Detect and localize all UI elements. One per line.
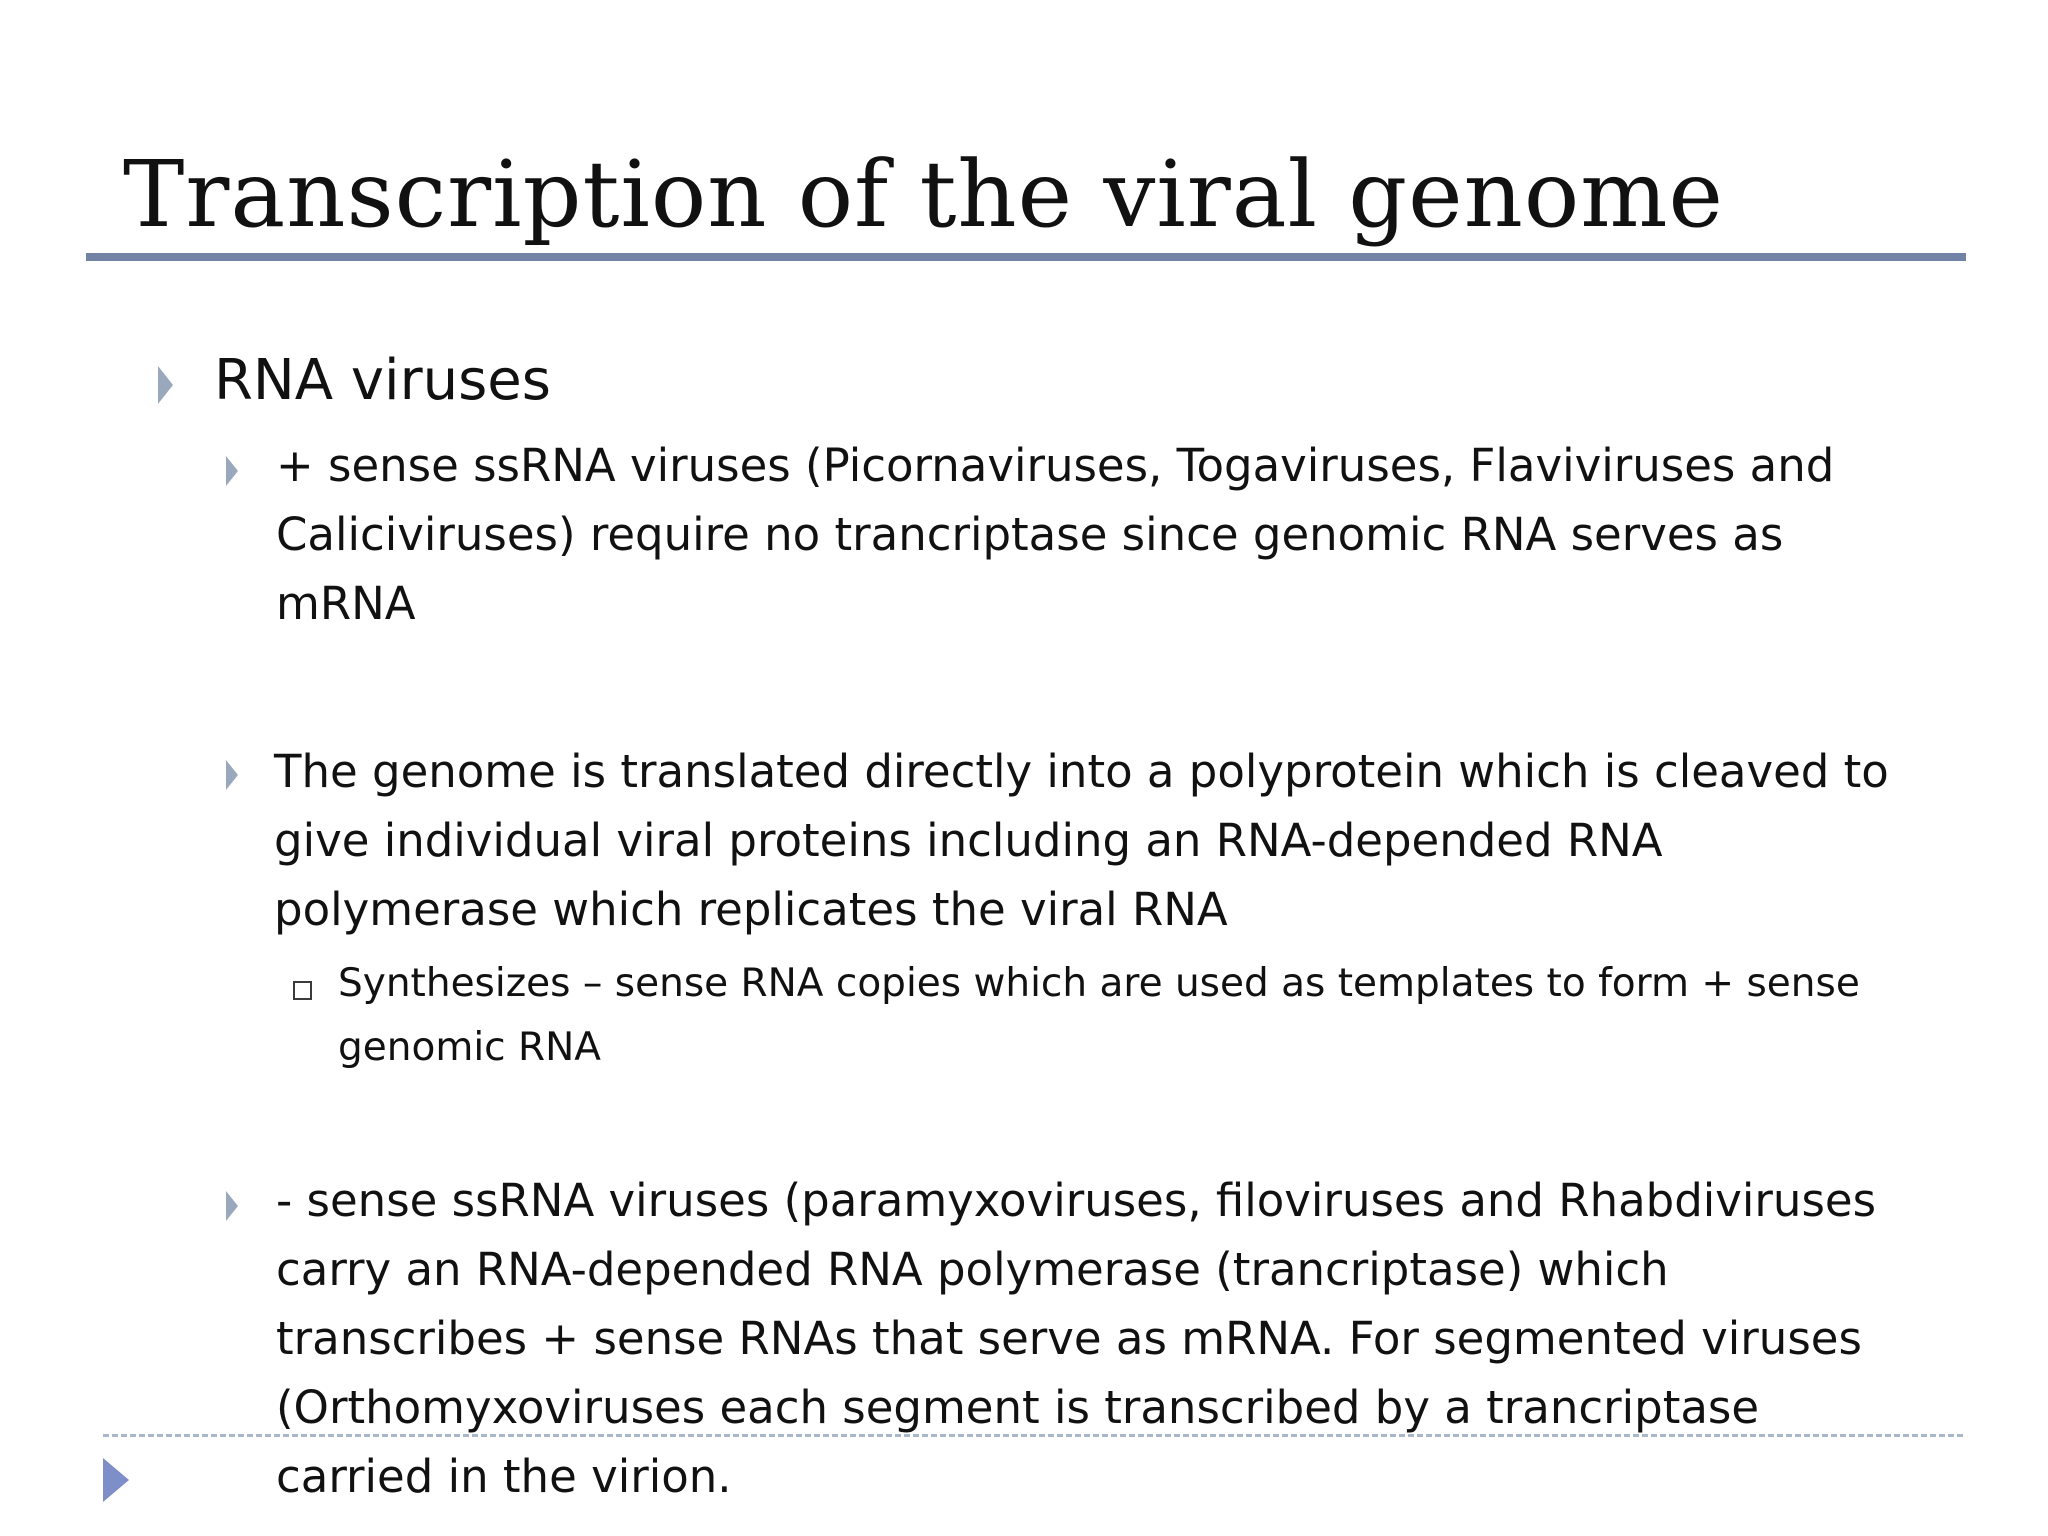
triangle-bullet-icon [226, 456, 238, 486]
bullet-point-1: + sense ssRNA viruses (Picornaviruses, Togaviruses, Flaviviruses and Caliciviruses) require no trancriptase since genomic RNA serves as mRNA [276, 439, 1835, 630]
triangle-bullet-icon [226, 760, 238, 790]
sub-bullet-point: Synthesizes – sense RNA copies which are used as templates to form + sense genomic RNA [338, 961, 1860, 1070]
triangle-footer-icon [103, 1458, 129, 1502]
level1-bullet-text: RNA viruses [214, 348, 551, 413]
square-bullet-icon [293, 981, 312, 1000]
triangle-bullet-icon [158, 366, 173, 404]
title-underline [86, 253, 1966, 261]
bullet-point-2: The genome is translated directly into a polyprotein which is cleaved to give individual viral proteins including an RNA-depended RNA polymerase which replicates the viral RNA [274, 745, 1889, 936]
slide-title: Transcription of the viral genome [123, 141, 1724, 248]
triangle-bullet-icon [226, 1191, 238, 1221]
bullet-point-3: - sense ssRNA viruses (paramyxoviruses, filoviruses and Rhabdiviruses carry an RNA-depended RNA polymerase (trancriptase) which transcribes + sense RNAs that serve as mRNA. For segmented viruses (Orthomyxoviruses each segment is transcribed by a trancriptase carried in the virion. [276, 1174, 1877, 1503]
footer-dashed-divider [103, 1434, 1963, 1437]
